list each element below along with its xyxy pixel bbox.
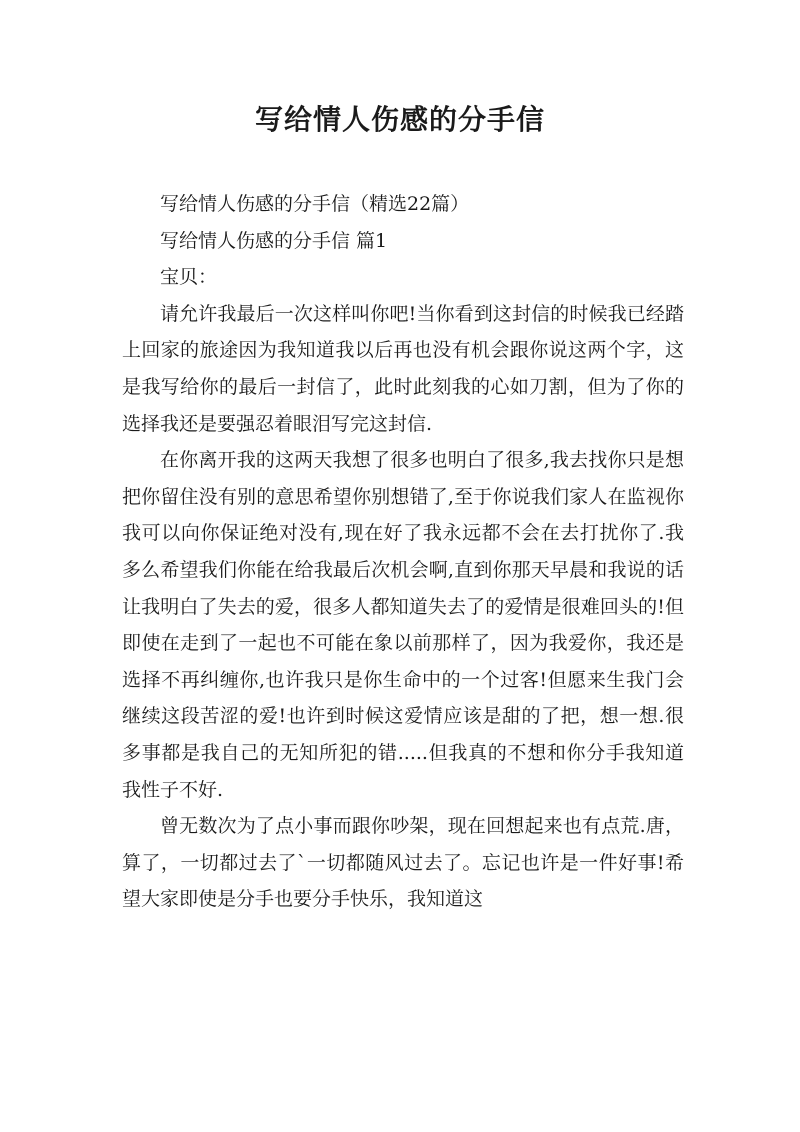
- paragraph-salutation: 宝贝：: [160, 266, 218, 289]
- document-body: [122, 186, 684, 918]
- paragraph-body: 请允许我最后一次这样叫你吧!当你看到这封信的时候我已经踏上回家的旅途因为我知道我以后再也没有机会跟你说这两个字，这是我写给你的最后一封信了，此时此刻我的心如刀割，但为了你的选择我还是要强忍着眼泪写完这封信.: [122, 302, 684, 435]
- paragraph-body: 在你离开我的这两天我想了很多也明白了很多,我去找你只是想把你留住没有别的意思希望你别想错了,至于你说我们家人在监视你我可以向你保证绝对没有,现在好了我永远都不会在去打扰你了.我多么希望我们你能在给我最后次机会啊,直到你那天早晨和我说的话让我明白了失去的爱，很多人都知道失去了的爱情是很难回头的!但即使在走到了一起也不可能在象以前那样了，因为我爱你，我还是选择不再纠缠你,也许我只是你生命中的一个过客!但愿来生我门会继续这段苦涩的爱!也许到时候这爱情应该是甜的了把，想一想.很多事都是我自己的无知所犯的错.....但我真的不想和你分手我知道我性子不好.: [122, 449, 684, 801]
- paragraph-section-title: 写给情人伤感的分手信 篇1: [160, 229, 388, 252]
- paragraph-body: 曾无数次为了点小事而跟你吵架，现在回想起来也有点荒.唐，算了，一切都过去了`一切都随风过去了。忘记也许是一件好事!希望大家即使是分手也要分手快乐，我知道这: [122, 815, 684, 911]
- document-title: 写给情人伤感的分手信: [254, 103, 545, 136]
- paragraph-heading: 写给情人伤感的分手信（精选22篇）: [160, 193, 470, 215]
